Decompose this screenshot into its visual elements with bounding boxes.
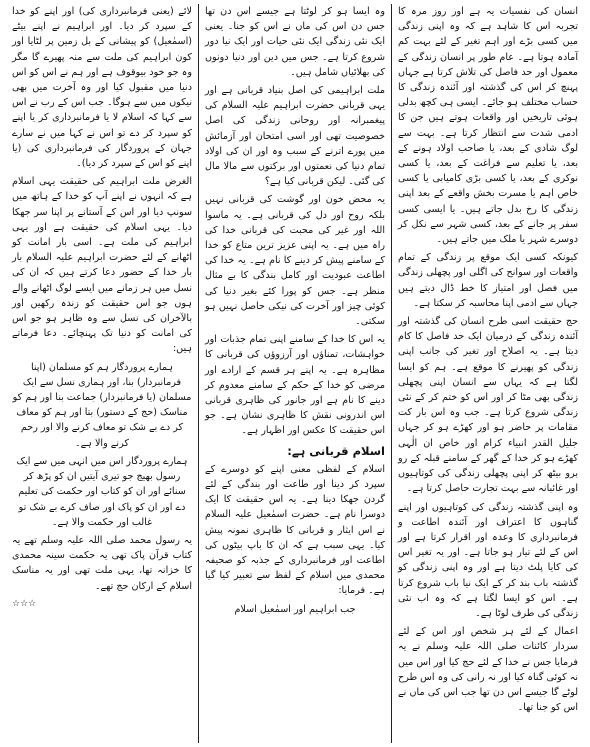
paragraph: اسلام کے لفظی معنی اپنے کو دوسرے کے سپرد کر دینا اور طاعت اور بندگی کے لئے گردن جھکا دینا ہے۔ یہ اس حقیقت کا ایک دوسرا نام ہے۔ حضرت اسمٰعیل علیہ السلام نے اس ایثار و قربانی کا ظاہری نمونہ پیش کیا۔ یہی سبب ہے کہ ان کا باپ بیٹوں کی اطاعت اور فرمانبرداری کے جذبہ کو صحیفہ محمدی میں اسلام کے لفظ سے تعبیر کیا گیا ہے۔ فرمایا: bbox=[205, 463, 385, 597]
paragraph: الغرض ملت ابراہیم کی حقیقت یہی اسلام ہے کہ انہوں نے اپنے آپ کو خدا کے ہاتھ میں سونپ دیا اور اس کے آستانے پر اپنا سر جھکا دیا۔ یہی اسلام کی حقیقت ہے اور یہی ابراہیم کی ملت ہے۔ اسی بار امانت کو اٹھانے کے لئے حضرت ابراہیم علیہ السلام بار بار خدا کے حضور دعا کرتے ہیں کہ ان کی نسل میں ہر زمانے میں ایسے لوگ اٹھانے والے ہوں جو اس حقیقت کو زندہ رکھیں اور بالآخران کی نسل سے وہ ظاہر ہو جو اس کی امانت کو دنیا تک پہنچائے۔ دعا فرماتے ہیں: bbox=[12, 176, 192, 355]
paragraph: کیونکہ کسی ایک موقع پر زندگی کے تمام واقعات اور سوانح کی اگلی اور پچھلی زندگی میں فصل اور امتیاز کا خط ڈال دیتے ہیں جہاں سے ادمی اپنا محاسبہ کر سکتا ہے۔ bbox=[398, 252, 578, 309]
prayer-quote: ہمارے پروردگار اس میں انہی میں سے ایک رسول بھیج جو تیری آیتیں ان کو پڑھ کر سنائے اور ان کو کتاب اور حکمت کی تعلیم دے اور ان کو پاک اور صاف کرے بے شک تو غالب اور حکمت والا ہے۔ bbox=[16, 455, 188, 528]
column-middle bbox=[199, 4, 392, 743]
paragraph: ملت ابراہیمی کی اصل بنیاد قربانی ہے اور یہی قربانی حضرت ابراہیم علیہ السلام کی پیغمبرانہ اور روحانی زندگی کی اصل خصوصیت تھی اور اسی امتحان اور آزمائش میں پورے اترنے کے سبب وہ اور ان کی اولاد تمام دنیا کی نعمتوں اور برکتوں سے مالا مال کی گئی۔ لیکن قربانی کیا ہے؟ bbox=[205, 85, 385, 188]
paragraph: وہ اپنی گذشتہ زندگی کی کوتاہیوں اور اپنے گناہوں کا اعتراف اور آئندہ اطاعت و فرمانبرداری کا وعدہ اور اقرار کرتا ہے اور اس کے لئے تیار ہو جاتا ہے۔ اور یہ تغیر اس کی کایا پلٹ دیتا ہے اور وہ اپنی زندگی کو گذشتہ باب بند کر کے ایک نیا باب شروع کرتا ہے۔ اس کو ایسا لگتا ہے کہ وہ اب نئی زندگی کی طرف لوٹا ہے۔ bbox=[398, 501, 578, 619]
paragraph: یہ محض خون اور گوشت کی قربانی نہیں بلکہ روح اور دل کی قربانی ہے۔ یہ ماسوا اللہ اور غیر کی محبت کی قربانی خدا کی راہ میں ہے۔ یہ اپنی عزیز ترین متاع کو خدا کے سامنے پیش کر دینے کا نام ہے۔ یہ خدا کی اطاعت عبودیت اور کامل بندگی کا بے مثال منظر ہے۔ جس کو پورا کئے بغیر دنیا کی کوئی چیز اور آخرت کی نیکی حاصل نہیں ہو سکتی۔ bbox=[205, 194, 385, 328]
paragraph: حج حقیقت اسی طرح انسان کی گذشتہ اور آئندہ زندگی کے درمیان ایک حد فاصل کا کام دیتا ہے۔ یہ اصلاح اور تغیر کی جانب اپنی زندگی کو پھیرنے کا موقع ہے۔ ہم کو ایسا لگتا ہے کہ یہاں سے انسان اپنی پچھلی زندگی بھی مٹا کر اور اس کو ختم کر کے نئی زندگی شروع کرتا ہے۔ جب وہ اس بار کت مقامات پر حاضر ہو اور کھڑے ہو کر جہاں جلیل القدر انبیاء کرام اور خاص ان الٰہی کھڑے ہو کر خدا کے گھر کے سامنے قبلہ کے رو برو بیٹھ کر اپنی پچھلی زندگی کی کوتاہیوں اور غائبانہ سے بہت تجارت حاصل کرتا ہے۔ bbox=[398, 316, 578, 495]
paragraph: انسان کی نفسیات یہ ہے اور روز مرہ کا تجربہ اس کا شاہد ہے کہ وہ اپنی زندگی میں کسی بڑے اور اہم تغیر کے لئے بہت کم آمادہ ہوتا ہے۔ عام طور پر انسان زندگی کے معمول اور حد فاصل کی تلاش کرتا ہے جہاں پہنچ کر اس کی گذشتہ اور آئندہ زندگی کا حساب مختلف ہو جائے۔ ایسی ہی کچھ بدلی ہوئی تاریخیں اور واقعات ہوتے ہیں جن کا ادمی شدت سے انتظار کرتا ہے۔ بہت سے لوگ شادی کے بعد، یا صاحب اولاد ہونے کے بعد، یا تعلیم سے فراغت کے بعد، یا کسی نوکری کے بعد، یا کسی بڑی کامیابی یا کسی خاص اہم یا مسرت بخش واقعے کے بعد اپنی زندگی کا رخ بدل جاتے ہیں۔ یا ایسی کسی سفر پر جانے کے بعد، کسی شہر سے نکل کر دوسرے شہر یا ملک میں جاتے ہیں۔ bbox=[398, 6, 578, 246]
paragraph: اعمال کے لئے ہر شخص اور اس کے لئے سردار کائنات صلی اللہ علیہ وسلم نے یہ فرمایا جس نے خدا کے لئے حج کیا اور اس میں نہ کوئی گناہ کیا اور نہ رانی کی وہ اس طرح لوٹے گا جیسے اس دن تھا جب اس کی ماں نے اس کو جنا تھا۔ bbox=[398, 626, 578, 714]
column-left bbox=[6, 4, 199, 743]
paragraph: لائے (یعنی فرمانبرداری کی) اور اپنے کو خدا کے سپرد کر دیا۔ اور ابراہیم نے اپنے بیٹے (اسمٰعیل) کو پیشانی کے بل زمین پر لٹایا اور کون ابراہیم کی ملت سے منہ پھیرے گا مگر وہ جو خود بیوقوف ہے اور ہم نے اس کو اس دنیا میں مقبول کیا اور وہ آخرت میں بھی نیکوں میں سے ہوگا۔ جب اس کے رب نے اس سے کہا کہ اسلام لا یا فرمانبرداری کر یا اپنے کو سپرد کر دے تو اس نے کہا میں نے سارے جہان کے پروردگار کی فرمانبرداری کی (یا اپنے کو اس کے سپرد کر دیا)۔ bbox=[12, 6, 192, 170]
column-right bbox=[392, 4, 584, 743]
prayer-quote: ہمارے پروردگار ہم کو مسلمان (اپنا فرمانبردار) بنا، اور ہماری نسل سے ایک مسلمان (یا فرمانبردار) جماعت بنا اور ہم کو مناسک (حج کے دستور) بتا اور ہم کو معاف کر دے بے شک تو معاف کرنے والا اور رحم کرنے والا ہے۔ bbox=[12, 361, 192, 449]
end-marks: ☆☆☆ bbox=[12, 598, 37, 609]
paragraph: یہ رسول محمد صلی اللہ علیہ وسلم تھے یہ کتاب قرآن پاک تھی یہ حکمت سینہ محمدی کا خزانہ تھا، یہی ملت تھی اور یہ مناسک اسلام کے ارکان حج تھے۔ bbox=[12, 534, 192, 592]
paragraph: وہ ایسا ہو کر لوٹتا ہے جیسے اس دن تھا جس دن اس کی ماں نے اس کو جنا۔ یعنی ایک نئی زندگی ایک نئی حیات اور ایک نیا دور شروع کرتا ہے۔ جس میں دین اور دنیا دونوں کی بھلائیاں شامل ہیں۔ bbox=[205, 6, 385, 78]
section-heading: اسلام قربانی ہے: bbox=[287, 443, 385, 458]
paragraph: یہ اس کا خدا کے سامنے اپنی تمام جذبات اور خواہشات، تمناؤں اور آرزوؤں کی قربانی کا مظاہرہ ہے۔ یہ اپنے ہر قسم کے ارادے اور مرضی کو خدا کے حکم کے سامنے معدوم کر دینے کا نام ہے اور جانور کی ظاہری قربانی اس اندرونی نقش کا ظاہری نشان ہے۔ جو اس حقیقت کا عکس اور اظہار ہے۔ bbox=[205, 334, 385, 437]
closing-quote: جب ابراہیم اور اسمٰعیل اسلام bbox=[234, 603, 356, 615]
